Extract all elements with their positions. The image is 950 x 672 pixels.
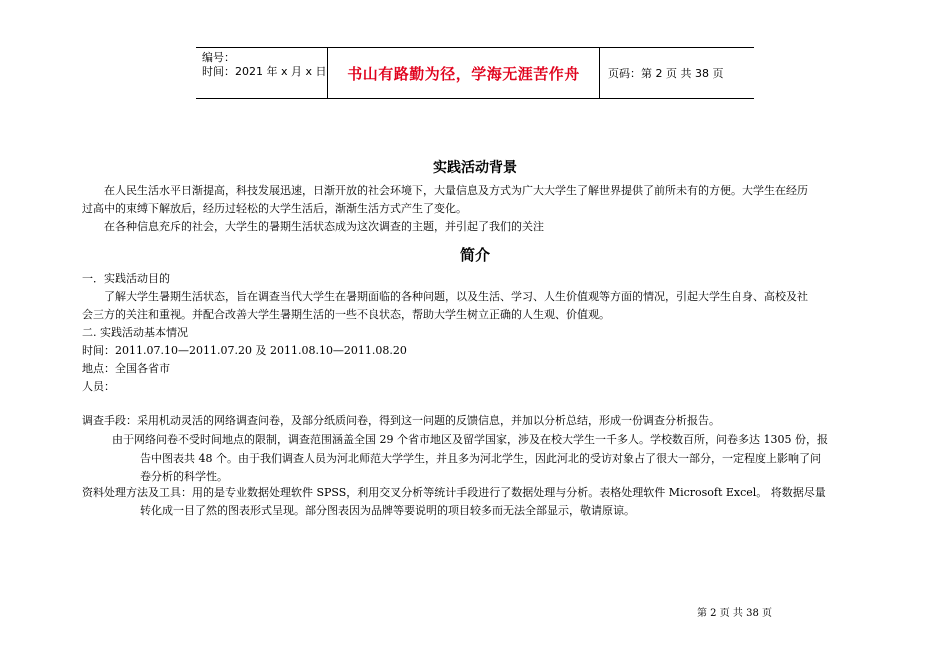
document-header [196, 47, 754, 99]
background-paragraph-1-line-1: 在人民生活水平日渐提高，科技发展迅速，日渐开放的社会环境下，大量信息及方式为广大大学生了解世界提供了前所未有的方便。大学生在经历 [104, 184, 808, 197]
date-label: 时间：2021 年 x 月 x 日 [202, 65, 327, 78]
header-page-cell [600, 48, 754, 98]
page-footer: 第 2 页 共 38 页 [697, 608, 772, 619]
section-title-background: 实践活动背景 [433, 160, 517, 176]
activity-place: 地点：全国各省市 [82, 362, 170, 375]
section-title-intro: 简介 [459, 246, 490, 264]
heading-purpose: 一．实践活动目的 [82, 272, 170, 285]
motto-text: 书山有路勤为径，学海无涯苦作舟 [347, 64, 580, 83]
survey-detail-line-1: 由于网络问卷不受时间地点的限制，调查范围涵盖全国 29 个省市地区及留学国家，涉及在校大学生一千多人。学校数百所，问卷多达 1305 份，报 [112, 433, 828, 446]
activity-people: 人员： [82, 380, 115, 393]
purpose-paragraph-line-2: 会三方的关注和重视。并配合改善大学生暑期生活的一些不良状态，帮助大学生树立正确的人生观、价值观。 [82, 308, 610, 321]
tools-line-1: 资料处理方法及工具：用的是专业数据处理软件 SPSS，利用交叉分析等统计手段进行了数据处理与分析。表格处理软件 Microsoft Excel。 将数据尽量 [82, 486, 826, 499]
survey-detail-line-3: 卷分析的科学性。 [140, 470, 228, 483]
page-info: 页码：第 2 页 共 38 页 [608, 67, 724, 80]
heading-basic-info: 二. 实践活动基本情况 [82, 326, 188, 339]
survey-detail-line-2: 告中图表共 48 个。由于我们调查人员为河北师范大学学生，并且多为河北学生，因此河北的受访对象占了很大一部分，一定程度上影响了问 [140, 452, 821, 465]
purpose-paragraph-line-1: 了解大学生暑期生活状态，旨在调查当代大学生在暑期面临的各种问题，以及生活、学习、人生价值观等方面的情况，引起大学生自身、高校及社 [104, 290, 808, 303]
background-paragraph-2: 在各种信息充斥的社会，大学生的暑期生活状态成为这次调查的主题，并引起了我们的关注 [104, 220, 544, 233]
tools-line-2: 转化成一目了然的图表形式呈现。部分图表因为品牌等要说明的项目较多而无法全部显示，敬请原谅。 [140, 504, 635, 517]
number-label: 编号： [202, 51, 235, 64]
survey-method: 调查手段：采用机动灵活的网络调查问卷，及部分纸质问卷，得到这一问题的反馈信息，并加以分析总结，形成一份调查分析报告。 [82, 414, 720, 427]
header-motto-cell [328, 48, 600, 98]
background-paragraph-1-line-2: 过高中的束缚下解放后，经历过轻松的大学生活后，渐渐生活方式产生了变化。 [82, 202, 467, 215]
activity-time: 时间：2011.07.10—2011.07.20 及 2011.08.10—2011.08.20 [82, 344, 407, 357]
header-left-cell [196, 48, 328, 98]
